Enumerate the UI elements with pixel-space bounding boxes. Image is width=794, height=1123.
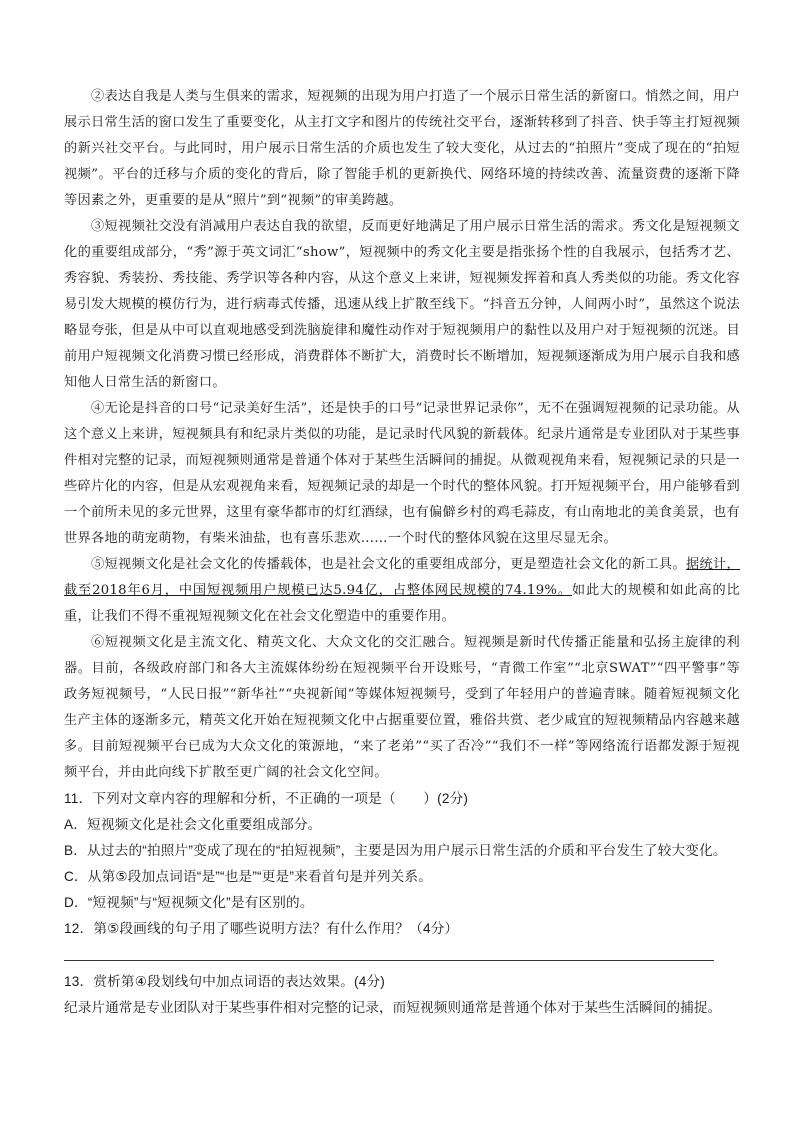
paragraph-6: ⑥短视频文化是主流文化、精英文化、大众文化的交汇融合。短视频是新时代传播正能量和弘扬主旋律的利器。目前，各级政府部门和各大主流媒体纷纷在短视频平台开设账号，“青微工作室”“北京SWAT”“四平警事”等政务短视频号，“人民日报”“新华社”“央视新闻”等媒体短视频号，受到了年轻用户的普遍青睐。随着短视频文化生产主体的逐渐多元，精英文化开始在短视频文化中占据重要位置，雅俗共赏、老少咸宜的短视频精品内容越来越多。目前短视频平台已成为大众文化的策源地，“来了老弟”“买了否冷”“我们不一样”等网络流行语都发源于短视频平台，并由此向线下扩散至更广阔的社会文化空间。 — [64, 635, 740, 780]
paragraph-3: ③短视频社交没有消减用户表达自我的欲望，反而更好地满足了用户展示日常生活的需求。秀文化是短视频文化的重要组成部分，“秀”源于英文词汇“show”，短视频中的秀文化主要是指张扬个性的自我展示，包括秀才艺、秀容貌、秀装扮、秀技能、秀学识等各种内容，从这个意义上来讲，短视频发挥着和真人秀类似的功能。秀文化容易引发大规模的模仿行为，进行病毒式传播，迅速从线上扩散至线下。“抖音五分钟，人间两小时”，虽然这个说法略显夸张，但是从中可以直观地感受到洗脑旋律和魔性动作对于短视频用户的黏性以及用户对于短视频的沉迷。目前用户短视频文化消费习惯已经形成，消费群体不断扩大，消费时长不断增加，短视频逐渐成为用户展示自我和感知他人日常生活的新窗口。 — [64, 219, 740, 390]
paragraph-5-lead: ⑤短视频文化是社会文化的传播载体，也是社会文化的重要组成部分，更是塑造社会文化的新工具。 — [91, 557, 686, 572]
question-11-option-b: B．从过去的“拍照片”变成了现在的“拍短视频”，主要是因为用户展示日常生活的介质和平台发生了较大变化。 — [64, 843, 727, 858]
paragraph-4: ④无论是抖音的口号“记录美好生活”，还是快手的口号“记录世界记录你”，无不在强调短视频的记录功能。从这个意义上来讲，短视频具有和纪录片类似的功能，是记录时代风貌的新载体。纪录片通常是专业团队对于某些事件相对完整的记录，而短视频则通常是普通个体对于某些生活瞬间的捕捉。从微观视角来看，短视频记录的只是一些碎片化的内容，但是从宏观视角来看，短视频记录的却是一个时代的整体风貌。打开短视频平台，用户能够看到一个前所未见的多元世界，这里有豪华都市的灯红酒绿，也有偏僻乡村的鸡毛蒜皮，有山南地北的美食美景，也有世界各地的萌宠萌物，有柴米油盐，也有喜乐悲欢……一个时代的整体风貌在这里尽显无余。 — [64, 401, 740, 546]
paragraph-5-tail: 如此大的规模和如此高的比重，让我们不得不重视短视频文化在社会文化塑造中的重要作用。 — [64, 583, 740, 624]
question-12: 12．第⑤段画线的句子用了哪些说明方法？有什么作用？（4分） — [64, 921, 459, 936]
question-11-option-a: A．短视频文化是社会文化重要组成部分。 — [64, 817, 322, 832]
paragraph-5-underlined-sentence: 据统计，截至2018年6月，中国短视频用户规模已达5.94亿，占整体网民规模的74.19%。 — [64, 557, 740, 598]
document-page — [64, 84, 740, 1021]
paragraph-2: ②表达自我是人类与生俱来的需求，短视频的出现为用户打造了一个展示日常生活的新窗口。悄然之间，用户展示日常生活的窗口发生了重要变化，从主打文字和图片的传统社交平台，逐渐转移到了抖音、快手等主打短视频的新兴社交平台。与此同时，用户展示日常生活的介质也发生了较大变化，从过去的“拍照片”变成了现在的“拍短视频”。平台的迁移与介质的变化的背后，除了智能手机的更新换代、网络环境的持续改善、流量资费的逐渐下降等因素之外，更重要的是从“照片”到“视频”的审美跨越。 — [64, 89, 740, 208]
question-13-quote: 纪录片通常是专业团队对于某些事件相对完整的记录，而短视频则通常是普通个体对于某些生活瞬间的捕捉。 — [64, 1000, 722, 1015]
question-11-option-d: D．“短视频”与“短视频文化”是有区别的。 — [64, 895, 314, 910]
question-13: 13．赏析第④段划线句中加点词语的表达效果。(4分) — [64, 974, 385, 989]
question-11: 11．下列对文章内容的理解和分析，不正确的一项是（ ）(2分) — [64, 791, 469, 806]
question-11-option-c: C．从第⑤段加点词语“是”“也是”“更是”来看首句是并列关系。 — [64, 869, 433, 884]
answer-line — [64, 960, 714, 961]
paragraph-5 — [64, 552, 740, 630]
